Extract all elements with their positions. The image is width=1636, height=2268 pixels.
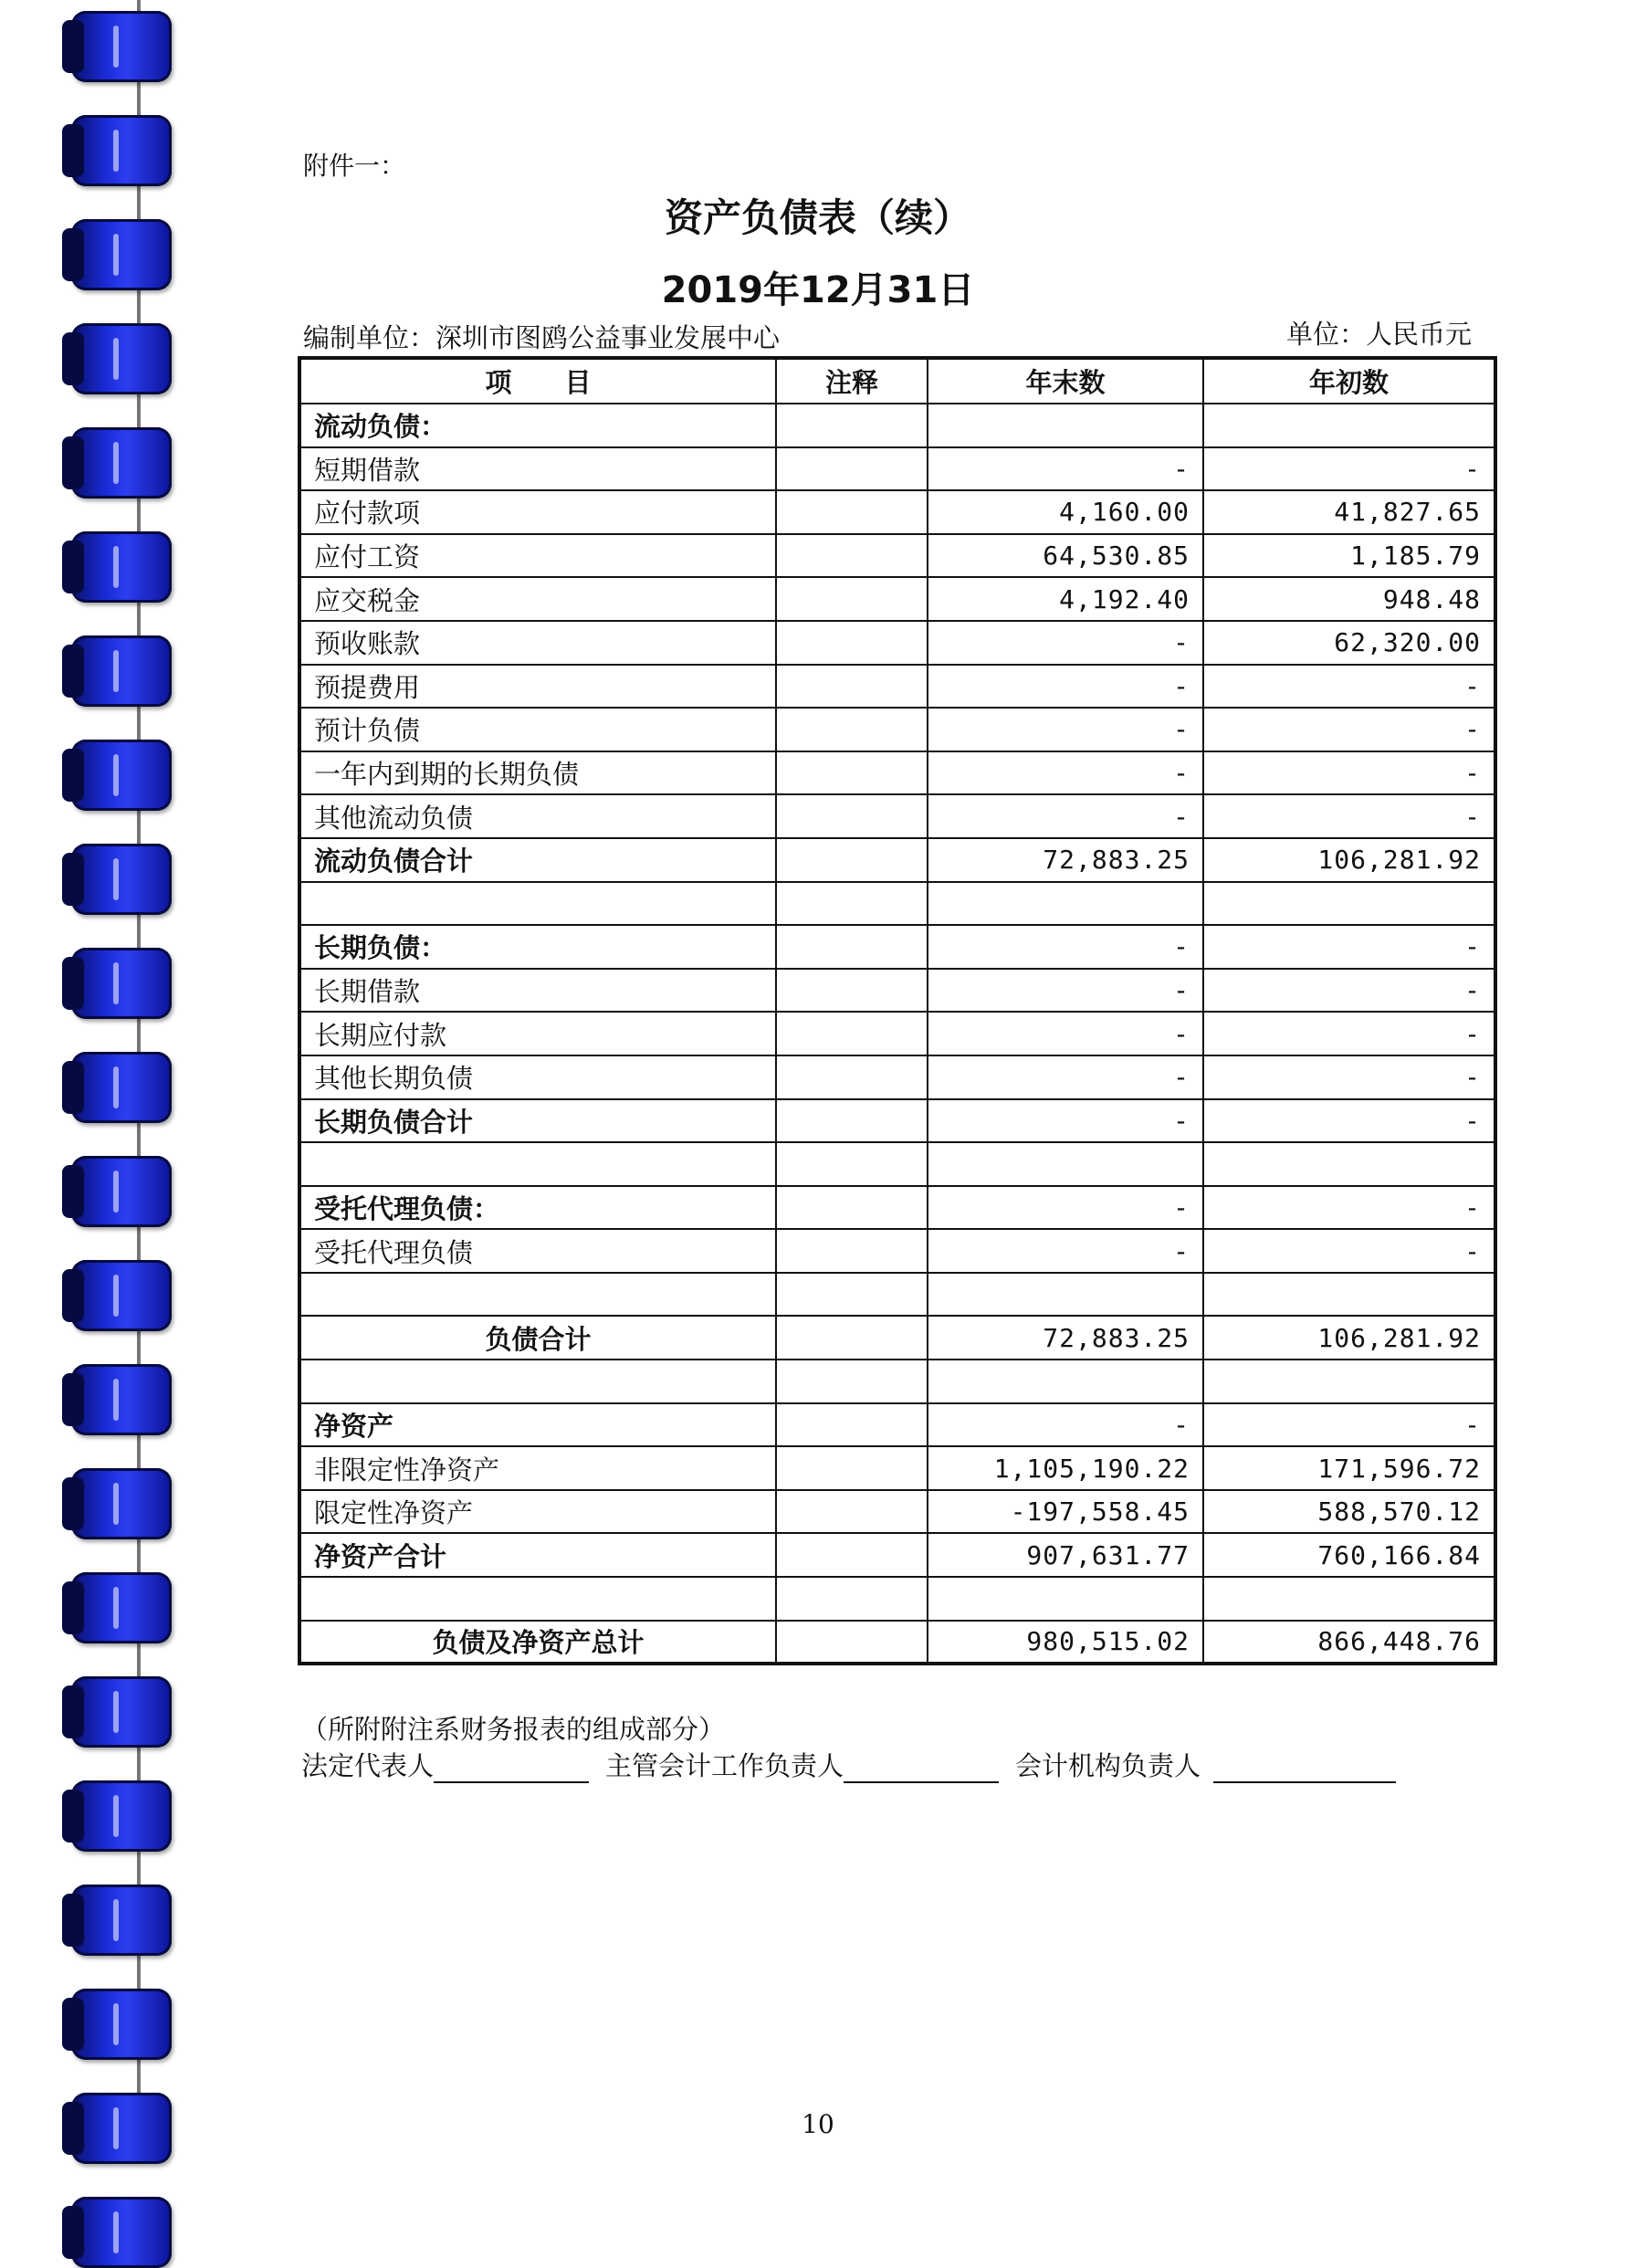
cell-item: 长期负债合计 xyxy=(299,1099,776,1143)
cell-item: 受托代理负债 xyxy=(299,1229,776,1273)
cell-note xyxy=(776,1446,928,1490)
cell-year-begin: 41,827.65 xyxy=(1203,490,1495,534)
cell-note xyxy=(776,1577,928,1621)
binding-ring xyxy=(71,1885,172,1956)
binding-ring xyxy=(71,1780,172,1852)
cell-year-begin: - xyxy=(1203,447,1495,491)
table-row xyxy=(299,577,1495,621)
cell-year-begin: - xyxy=(1203,794,1495,838)
binding-ring xyxy=(71,844,172,915)
binding-ring xyxy=(71,740,172,811)
binding-ring xyxy=(71,531,172,603)
cell-year-begin xyxy=(1203,1577,1495,1621)
table-row xyxy=(299,838,1495,882)
table-row xyxy=(299,794,1495,838)
table-row xyxy=(299,447,1495,491)
cell-year-end xyxy=(928,1142,1203,1186)
cell-item: 受托代理负债： xyxy=(299,1186,776,1230)
table-row xyxy=(299,665,1495,709)
cell-year-end: - xyxy=(928,1012,1203,1055)
cell-item: 短期借款 xyxy=(299,447,776,491)
binding-ring xyxy=(71,1052,172,1123)
report-date: 2019年12月31日 xyxy=(661,269,975,311)
cell-year-end: - xyxy=(928,751,1203,795)
table-row xyxy=(299,708,1495,751)
cell-year-begin xyxy=(1203,1142,1495,1186)
footnote: （所附附注系财务报表的组成部分） xyxy=(301,1714,726,1745)
cell-item: 预提费用 xyxy=(299,665,776,709)
cell-year-end: - xyxy=(928,794,1203,838)
column-header-year-begin: 年初数 xyxy=(1203,358,1495,404)
cell-item: 负债合计 xyxy=(299,1316,776,1360)
cell-item xyxy=(299,1273,776,1317)
cell-item: 应交税金 xyxy=(299,577,776,621)
cell-note xyxy=(776,534,928,578)
table-row xyxy=(299,925,1495,969)
cell-year-begin: - xyxy=(1203,751,1495,795)
cell-note xyxy=(776,404,928,447)
cell-note xyxy=(776,969,928,1013)
cell-item: 应付工资 xyxy=(299,534,776,578)
cell-year-end: 4,160.00 xyxy=(928,490,1203,534)
cell-note xyxy=(776,665,928,709)
cell-item: 其他流动负债 xyxy=(299,794,776,838)
binding-ring xyxy=(71,323,172,394)
cell-item: 长期借款 xyxy=(299,969,776,1013)
binding-ring xyxy=(71,115,172,186)
column-header-note: 注释 xyxy=(776,358,928,404)
cell-year-end xyxy=(928,404,1203,447)
signature-line xyxy=(434,1754,589,1783)
table-row xyxy=(299,1229,1495,1273)
cell-year-begin xyxy=(1203,404,1495,447)
cell-note xyxy=(776,621,928,665)
cell-note xyxy=(776,1142,928,1186)
binding-ring xyxy=(71,427,172,499)
cell-item: 流动负债： xyxy=(299,404,776,447)
cell-item: 负债及净资产总计 xyxy=(299,1621,776,1664)
cell-year-end: 980,515.02 xyxy=(928,1621,1203,1664)
binding-ring xyxy=(71,948,172,1019)
cell-year-begin: 866,448.76 xyxy=(1203,1621,1495,1664)
signature-accounting-org-head xyxy=(1015,1746,1396,1783)
column-header-item: 项 目 xyxy=(299,358,776,404)
cell-year-begin: 106,281.92 xyxy=(1203,1316,1495,1360)
balance-sheet-table xyxy=(298,356,1497,1665)
signature-accounting-head xyxy=(605,1746,999,1783)
cell-note xyxy=(776,447,928,491)
signature-label: 主管会计工作负责人 xyxy=(605,1750,844,1781)
signature-legal-rep xyxy=(301,1746,589,1783)
cell-item xyxy=(299,1142,776,1186)
cell-year-begin: - xyxy=(1203,1012,1495,1055)
cell-year-end: - xyxy=(928,925,1203,969)
table-row xyxy=(299,1186,1495,1230)
table-row xyxy=(299,1446,1495,1490)
cell-year-end: -197,558.45 xyxy=(928,1490,1203,1534)
cell-item: 其他长期负债 xyxy=(299,1055,776,1099)
cell-note xyxy=(776,1229,928,1273)
table-row xyxy=(299,1316,1495,1360)
cell-year-begin: 106,281.92 xyxy=(1203,838,1495,882)
cell-year-begin: 760,166.84 xyxy=(1203,1533,1495,1577)
cell-note xyxy=(776,1012,928,1055)
cell-year-begin: - xyxy=(1203,665,1495,709)
cell-year-end: - xyxy=(928,447,1203,491)
currency-unit: 单位：人民币元 xyxy=(1285,319,1472,350)
table-row xyxy=(299,1577,1495,1621)
table-row xyxy=(299,1273,1495,1317)
cell-item: 长期负债： xyxy=(299,925,776,969)
cell-note xyxy=(776,1621,928,1664)
table-row xyxy=(299,882,1495,926)
table-row xyxy=(299,969,1495,1013)
cell-year-begin: - xyxy=(1203,1055,1495,1099)
table-row xyxy=(299,1533,1495,1577)
cell-note xyxy=(776,925,928,969)
table-row xyxy=(299,490,1495,534)
cell-year-end: - xyxy=(928,1055,1203,1099)
cell-item xyxy=(299,1360,776,1403)
binding-ring xyxy=(71,1156,172,1227)
cell-year-end: 907,631.77 xyxy=(928,1533,1203,1577)
cell-item xyxy=(299,1577,776,1621)
cell-year-end xyxy=(928,1577,1203,1621)
cell-year-begin: - xyxy=(1203,1186,1495,1230)
cell-year-end: 72,883.25 xyxy=(928,838,1203,882)
binding-ring xyxy=(71,635,172,707)
table-header-row xyxy=(299,358,1495,404)
cell-item: 应付款项 xyxy=(299,490,776,534)
cell-year-begin: 948.48 xyxy=(1203,577,1495,621)
binding-ring xyxy=(71,1572,172,1643)
cell-item: 预计负债 xyxy=(299,708,776,751)
cell-year-begin: 1,185.79 xyxy=(1203,534,1495,578)
cell-year-end: - xyxy=(928,1099,1203,1143)
cell-item: 限定性净资产 xyxy=(299,1490,776,1534)
cell-year-end: - xyxy=(928,1229,1203,1273)
cell-year-begin xyxy=(1203,1360,1495,1403)
preparing-org: 编制单位：深圳市图鸥公益事业发展中心 xyxy=(303,322,781,353)
table-row xyxy=(299,1490,1495,1534)
cell-note xyxy=(776,1273,928,1317)
cell-item: 预收账款 xyxy=(299,621,776,665)
table-row xyxy=(299,1099,1495,1143)
signature-line xyxy=(844,1754,999,1783)
cell-note xyxy=(776,1533,928,1577)
cell-year-begin: - xyxy=(1203,1229,1495,1273)
binding-ring xyxy=(71,11,172,82)
cell-note xyxy=(776,490,928,534)
cell-year-end: - xyxy=(928,969,1203,1013)
cell-year-end: 4,192.40 xyxy=(928,577,1203,621)
cell-note xyxy=(776,751,928,795)
cell-year-begin: 62,320.00 xyxy=(1203,621,1495,665)
cell-note xyxy=(776,708,928,751)
page-number: 10 xyxy=(802,2109,834,2139)
table-row xyxy=(299,621,1495,665)
binding-ring xyxy=(71,1676,172,1748)
cell-item xyxy=(299,882,776,926)
table-row xyxy=(299,1142,1495,1186)
signature-row xyxy=(301,1746,1396,1783)
cell-year-end: - xyxy=(928,665,1203,709)
cell-year-end: 64,530.85 xyxy=(928,534,1203,578)
cell-year-begin: 171,596.72 xyxy=(1203,1446,1495,1490)
table-row xyxy=(299,1360,1495,1403)
cell-note xyxy=(776,1055,928,1099)
table-row xyxy=(299,1621,1495,1664)
table-row xyxy=(299,1055,1495,1099)
signature-line xyxy=(1213,1754,1396,1783)
cell-note xyxy=(776,1403,928,1447)
cell-year-end xyxy=(928,1273,1203,1317)
binding-ring xyxy=(71,2197,172,2268)
cell-note xyxy=(776,1186,928,1230)
cell-year-end: 1,105,190.22 xyxy=(928,1446,1203,1490)
spiral-binding xyxy=(0,0,183,2162)
cell-year-begin: - xyxy=(1203,925,1495,969)
cell-item: 流动负债合计 xyxy=(299,838,776,882)
table-row xyxy=(299,1012,1495,1055)
binding-ring xyxy=(71,1989,172,2060)
cell-item: 长期应付款 xyxy=(299,1012,776,1055)
cell-year-end: 72,883.25 xyxy=(928,1316,1203,1360)
cell-year-end: - xyxy=(928,1186,1203,1230)
cell-note xyxy=(776,794,928,838)
binding-ring xyxy=(71,1364,172,1435)
cell-item: 一年内到期的长期负债 xyxy=(299,751,776,795)
table-row xyxy=(299,534,1495,578)
cell-year-begin: 588,570.12 xyxy=(1203,1490,1495,1534)
binding-ring xyxy=(71,1260,172,1331)
table-row xyxy=(299,1403,1495,1447)
table-row xyxy=(299,404,1495,447)
binding-ring xyxy=(71,1468,172,1539)
cell-year-begin: - xyxy=(1203,969,1495,1013)
cell-year-begin xyxy=(1203,1273,1495,1317)
cell-note xyxy=(776,577,928,621)
signature-label: 会计机构负责人 xyxy=(1015,1750,1201,1781)
cell-note xyxy=(776,1490,928,1534)
cell-year-end: - xyxy=(928,708,1203,751)
cell-year-end: - xyxy=(928,1403,1203,1447)
cell-year-begin: - xyxy=(1203,1099,1495,1143)
cell-year-begin: - xyxy=(1203,1403,1495,1447)
cell-note xyxy=(776,1360,928,1403)
table-row xyxy=(299,751,1495,795)
cell-note xyxy=(776,838,928,882)
signature-label: 法定代表人 xyxy=(301,1750,435,1781)
cell-note xyxy=(776,882,928,926)
cell-item: 非限定性净资产 xyxy=(299,1446,776,1490)
cell-year-end xyxy=(928,882,1203,926)
cell-item: 净资产合计 xyxy=(299,1533,776,1577)
cell-year-end: - xyxy=(928,621,1203,665)
cell-year-begin: - xyxy=(1203,708,1495,751)
column-header-year-end: 年末数 xyxy=(928,358,1203,404)
attachment-label: 附件一： xyxy=(303,151,406,181)
page-title: 资产负债表（续） xyxy=(664,195,971,240)
cell-note xyxy=(776,1316,928,1360)
cell-year-begin xyxy=(1203,882,1495,926)
cell-item: 净资产 xyxy=(299,1403,776,1447)
cell-year-end xyxy=(928,1360,1203,1403)
cell-note xyxy=(776,1099,928,1143)
